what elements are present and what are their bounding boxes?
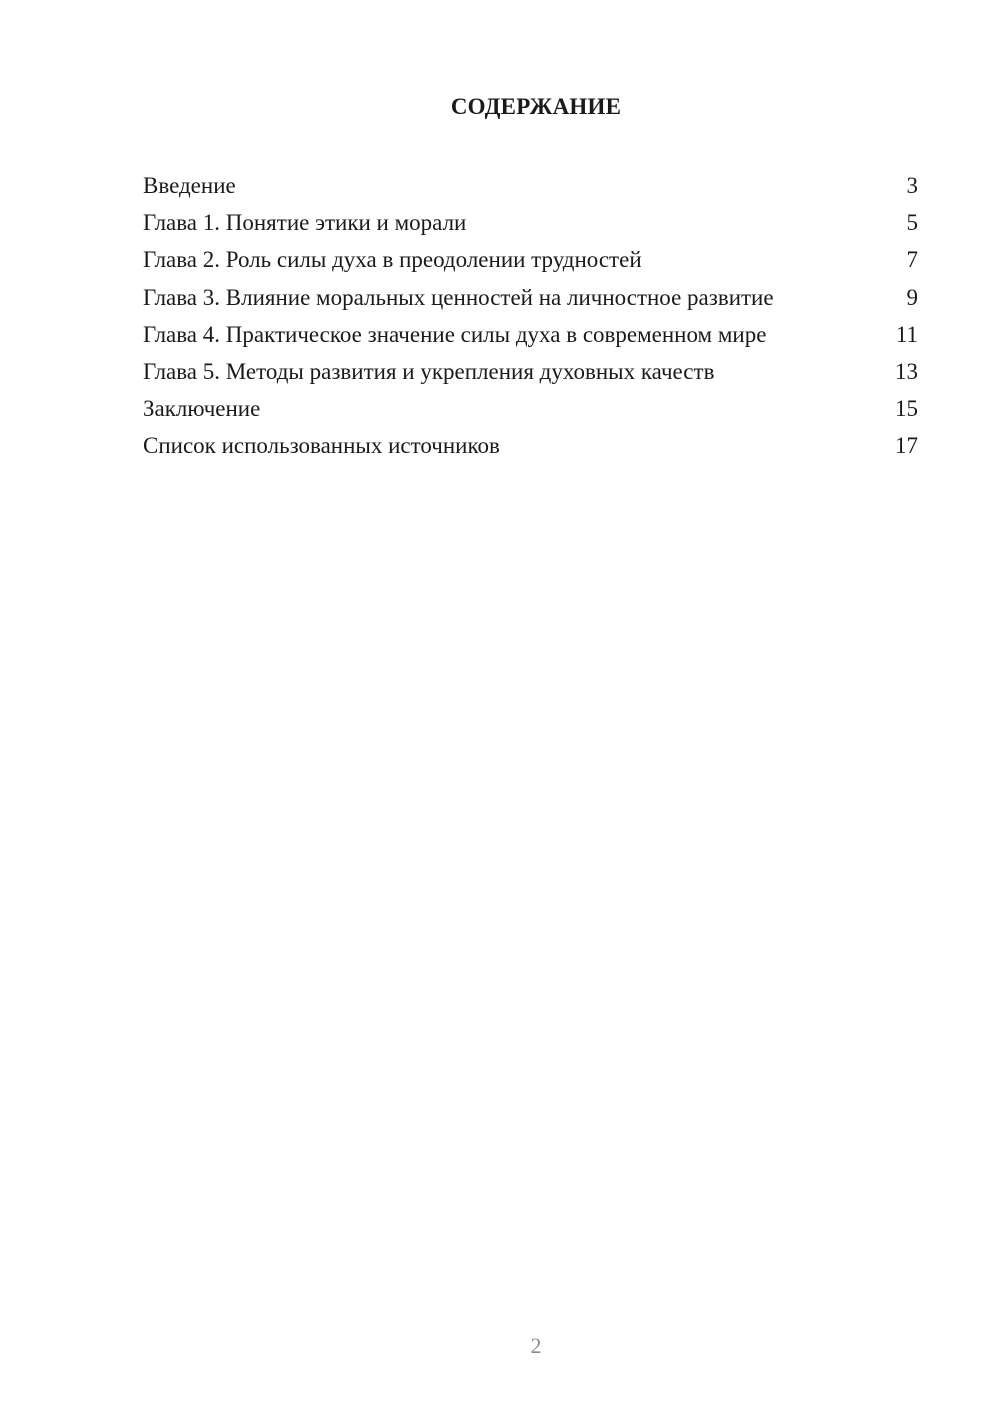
toc-entry-page: 17 <box>895 433 918 459</box>
toc-entry-label: Заключение <box>143 396 261 422</box>
toc-entry-page: 15 <box>895 396 918 422</box>
toc-entry-label: Глава 2. Роль силы духа в преодолении трудностей <box>143 247 642 273</box>
toc-entry-introduction <box>143 167 918 204</box>
toc-entry-page: 13 <box>895 358 918 384</box>
page-title: СОДЕРЖАНИЕ <box>450 94 622 119</box>
toc-entry-label: Глава 4. Практическое значение силы духа в современном мире <box>143 321 767 347</box>
toc-entry-chapter-5 <box>143 353 918 390</box>
toc-entry-conclusion <box>143 390 918 427</box>
toc-entry-references <box>143 427 918 464</box>
table-of-contents <box>143 167 918 465</box>
toc-entry-label: Глава 3. Влияние моральных ценностей на личностное развитие <box>143 284 774 310</box>
toc-entry-label: Глава 5. Методы развития и укрепления духовных качеств <box>143 358 715 384</box>
toc-entry-label: Глава 1. Понятие этики и морали <box>143 210 467 236</box>
page-number: 2 <box>530 1333 542 1358</box>
toc-entry-page: 7 <box>906 247 918 273</box>
toc-entry-label: Список использованных источников <box>143 433 500 459</box>
toc-entry-label: Введение <box>143 173 236 198</box>
toc-entry-page: 3 <box>906 173 918 198</box>
toc-entry-chapter-2 <box>143 241 918 278</box>
toc-entry-page: 9 <box>906 284 918 310</box>
toc-entry-page: 11 <box>895 321 918 347</box>
toc-entry-chapter-3 <box>143 279 918 316</box>
toc-entry-chapter-4 <box>143 316 918 353</box>
toc-entry-page: 5 <box>906 210 918 236</box>
toc-entry-chapter-1 <box>143 204 918 241</box>
